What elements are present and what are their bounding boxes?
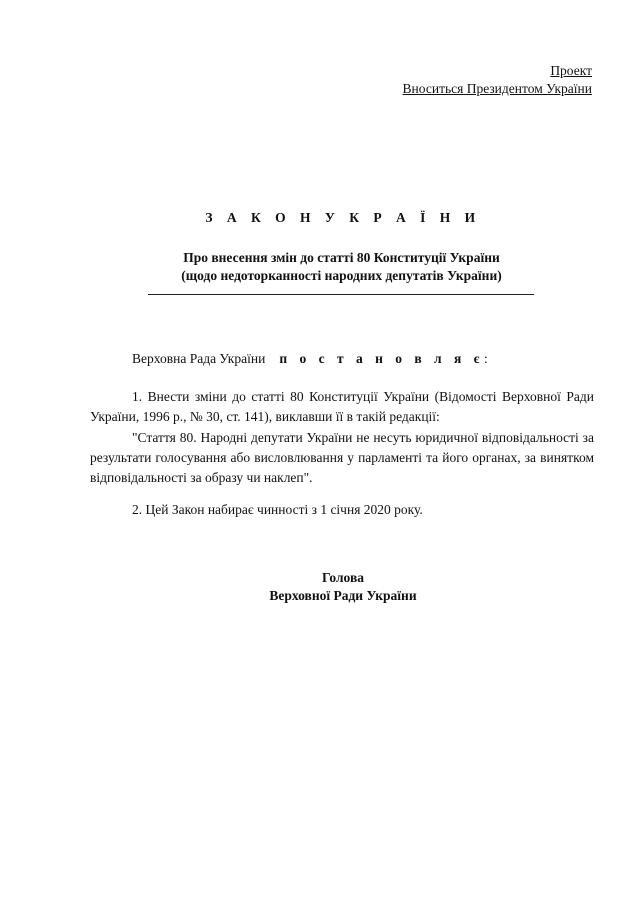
item-1-paragraph: 1. Внести зміни до статті 80 Конституції України (Відомості Верховної Ради України, 1996 р., № 30, ст. 141), виклавши її в такій редакції: — [90, 389, 594, 424]
law-subtitle-line2: (щодо недоторканності народних депутатів України) — [181, 268, 502, 283]
law-title: З А К О Н У К Р А Ї Н И — [205, 210, 481, 225]
resolve-colon: : — [484, 351, 488, 366]
signature-title: Голова — [321, 570, 364, 585]
title-underline-divider — [148, 294, 534, 295]
project-label — [550, 62, 592, 79]
item-2-paragraph: 2. Цей Закон набирає чинності з 1 січня 2020 року. — [132, 502, 423, 517]
resolve-subject: Верховна Рада України — [132, 351, 266, 366]
project-label-text: Проект — [550, 63, 592, 78]
resolve-word: п о с т а н о в л я є — [279, 351, 484, 366]
law-subtitle-line1: Про внесення змін до статті 80 Конституції України — [183, 250, 500, 265]
signature-organization: Верховної Ради України — [269, 588, 417, 603]
article-80-quote: "Стаття 80. Народні депутати України не несуть юридичної відповідальності за результати голосування або висловлювання у парламенті та його органах, за винятком відповідальності за образу чи наклеп". — [90, 430, 594, 485]
submitted-by — [403, 80, 592, 97]
submitted-by-text: Вноситься Президентом України — [402, 81, 592, 96]
resolve-paragraph — [132, 349, 592, 369]
